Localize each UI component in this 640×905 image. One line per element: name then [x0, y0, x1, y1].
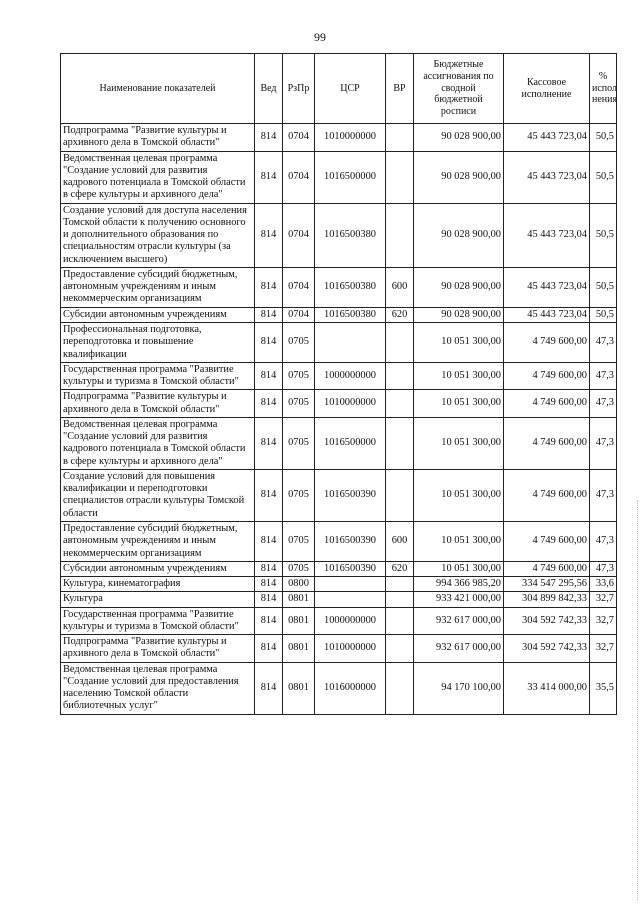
cell-budget: 90 028 900,00	[414, 151, 504, 203]
cell-csr: 1000000000	[315, 362, 386, 390]
cell-pct: 50,5	[590, 203, 617, 267]
cell-csr	[315, 577, 386, 592]
cell-pct: 47,3	[590, 417, 617, 469]
cell-budget: 10 051 300,00	[414, 521, 504, 561]
cell-vr	[386, 322, 414, 362]
cell-cash: 4 749 600,00	[504, 469, 590, 521]
cell-name: Ведомственная целевая программа "Создание условий для развития кадрового потенциала в Томской области в сфере культуры и архивного дела"	[61, 417, 255, 469]
cell-ved: 814	[255, 362, 283, 390]
header-budget: Бюджетные ассигнования по сводной бюджетной росписи	[414, 54, 504, 124]
cell-csr: 1016500390	[315, 561, 386, 576]
cell-rzpr: 0705	[283, 521, 315, 561]
cell-vr	[386, 151, 414, 203]
cell-csr: 1010000000	[315, 390, 386, 418]
cell-csr: 1016500390	[315, 469, 386, 521]
cell-rzpr: 0705	[283, 417, 315, 469]
cell-name: Культура	[61, 592, 255, 607]
cell-pct: 47,3	[590, 362, 617, 390]
table-row	[61, 592, 617, 607]
cell-csr: 1016500380	[315, 307, 386, 322]
cell-vr: 620	[386, 561, 414, 576]
cell-vr	[386, 607, 414, 635]
cell-vr	[386, 417, 414, 469]
cell-name: Субсидии автономным учреждениям	[61, 307, 255, 322]
cell-vr	[386, 203, 414, 267]
cell-ved: 814	[255, 662, 283, 714]
cell-rzpr: 0705	[283, 561, 315, 576]
header-rzpr: РзПр	[283, 54, 315, 124]
cell-pct: 47,3	[590, 390, 617, 418]
cell-ved: 814	[255, 390, 283, 418]
cell-cash: 304 899 842,33	[504, 592, 590, 607]
cell-ved: 814	[255, 577, 283, 592]
cell-vr	[386, 577, 414, 592]
cell-budget: 94 170 100,00	[414, 662, 504, 714]
cell-budget: 10 051 300,00	[414, 390, 504, 418]
header-csr: ЦСР	[315, 54, 386, 124]
header-vr: ВР	[386, 54, 414, 124]
cell-ved: 814	[255, 124, 283, 152]
cell-name: Государственная программа "Развитие культуры и туризма в Томской области"	[61, 362, 255, 390]
cell-cash: 45 443 723,04	[504, 267, 590, 307]
cell-pct: 50,5	[590, 124, 617, 152]
cell-budget: 10 051 300,00	[414, 417, 504, 469]
table-row	[61, 267, 617, 307]
cell-rzpr: 0704	[283, 124, 315, 152]
cell-csr: 1010000000	[315, 124, 386, 152]
cell-cash: 4 749 600,00	[504, 417, 590, 469]
cell-budget: 90 028 900,00	[414, 307, 504, 322]
cell-cash: 4 749 600,00	[504, 561, 590, 576]
table-row	[61, 577, 617, 592]
cell-csr: 1016500380	[315, 267, 386, 307]
cell-rzpr: 0704	[283, 151, 315, 203]
table-row	[61, 124, 617, 152]
table-row	[61, 362, 617, 390]
table-row	[61, 322, 617, 362]
cell-cash: 334 547 295,56	[504, 577, 590, 592]
table-row	[61, 307, 617, 322]
cell-name: Создание условий для повышения квалификации и переподготовки специалистов отрасли культуры Томской области	[61, 469, 255, 521]
cell-rzpr: 0801	[283, 662, 315, 714]
cell-name: Предоставление субсидий бюджетным, автономным учреждениям и иным некоммерческим организациям	[61, 267, 255, 307]
cell-vr: 620	[386, 307, 414, 322]
table-row	[61, 390, 617, 418]
cell-rzpr: 0801	[283, 592, 315, 607]
cell-pct: 50,5	[590, 151, 617, 203]
table-row	[61, 561, 617, 576]
cell-cash: 4 749 600,00	[504, 322, 590, 362]
cell-name: Подпрограмма "Развитие культуры и архивного дела в Томской области"	[61, 124, 255, 152]
cell-budget: 932 617 000,00	[414, 607, 504, 635]
cell-pct: 32,7	[590, 592, 617, 607]
cell-csr: 1016000000	[315, 662, 386, 714]
cell-vr	[386, 362, 414, 390]
cell-name: Профессиональная подготовка, переподготовка и повышение квалификации	[61, 322, 255, 362]
cell-budget: 10 051 300,00	[414, 362, 504, 390]
cell-budget: 90 028 900,00	[414, 267, 504, 307]
cell-csr: 1016500000	[315, 151, 386, 203]
header-pct: % испол нения	[590, 54, 617, 124]
cell-cash: 4 749 600,00	[504, 390, 590, 418]
cell-vr	[386, 662, 414, 714]
cell-budget: 90 028 900,00	[414, 124, 504, 152]
cell-ved: 814	[255, 267, 283, 307]
cell-csr: 1000000000	[315, 607, 386, 635]
cell-cash: 45 443 723,04	[504, 307, 590, 322]
cell-pct: 47,3	[590, 469, 617, 521]
cell-csr	[315, 592, 386, 607]
cell-rzpr: 0704	[283, 267, 315, 307]
table-row	[61, 635, 617, 663]
cell-pct: 47,3	[590, 561, 617, 576]
cell-name: Предоставление субсидий бюджетным, автономным учреждениям и иным некоммерческим организациям	[61, 521, 255, 561]
cell-ved: 814	[255, 521, 283, 561]
cell-csr	[315, 322, 386, 362]
header-cash: Кассовое исполнение	[504, 54, 590, 124]
table-row	[61, 417, 617, 469]
cell-name: Ведомственная целевая программа "Создание условий для предоставления населению Томской области библиотечных услуг"	[61, 662, 255, 714]
table-row	[61, 662, 617, 714]
cell-name: Субсидии автономным учреждениям	[61, 561, 255, 576]
cell-vr	[386, 635, 414, 663]
cell-rzpr: 0705	[283, 469, 315, 521]
cell-budget: 10 051 300,00	[414, 561, 504, 576]
cell-ved: 814	[255, 561, 283, 576]
cell-rzpr: 0800	[283, 577, 315, 592]
cell-name: Подпрограмма "Развитие культуры и архивного дела в Томской области"	[61, 390, 255, 418]
cell-budget: 932 617 000,00	[414, 635, 504, 663]
cell-name: Создание условий для доступа населения Томской области к получению основного и дополнительного образования по специальностям отрасли культуры (за исключением высшего)	[61, 203, 255, 267]
cell-rzpr: 0705	[283, 322, 315, 362]
table-row	[61, 203, 617, 267]
cell-cash: 45 443 723,04	[504, 151, 590, 203]
cell-pct: 32,7	[590, 607, 617, 635]
table-row	[61, 521, 617, 561]
cell-rzpr: 0705	[283, 390, 315, 418]
cell-csr: 1016500000	[315, 417, 386, 469]
table-row	[61, 151, 617, 203]
cell-ved: 814	[255, 203, 283, 267]
cell-csr: 1016500390	[315, 521, 386, 561]
cell-cash: 304 592 742,33	[504, 635, 590, 663]
cell-budget: 10 051 300,00	[414, 469, 504, 521]
cell-ved: 814	[255, 417, 283, 469]
cell-vr	[386, 592, 414, 607]
cell-rzpr: 0801	[283, 635, 315, 663]
header-name: Наименование показателей	[61, 54, 255, 124]
cell-name: Подпрограмма "Развитие культуры и архивного дела в Томской области"	[61, 635, 255, 663]
cell-pct: 50,5	[590, 267, 617, 307]
scan-edge-artifact	[635, 500, 638, 900]
cell-rzpr: 0705	[283, 362, 315, 390]
cell-cash: 4 749 600,00	[504, 521, 590, 561]
cell-name: Культура, кинематография	[61, 577, 255, 592]
cell-ved: 814	[255, 322, 283, 362]
page-number: 99	[314, 30, 326, 44]
table-body	[61, 124, 617, 715]
cell-budget: 10 051 300,00	[414, 322, 504, 362]
cell-pct: 50,5	[590, 307, 617, 322]
cell-name: Ведомственная целевая программа "Создание условий для развития кадрового потенциала в Томской области в сфере культуры и архивного дела"	[61, 151, 255, 203]
cell-cash: 304 592 742,33	[504, 607, 590, 635]
cell-rzpr: 0704	[283, 307, 315, 322]
cell-csr: 1016500380	[315, 203, 386, 267]
budget-table	[60, 53, 617, 715]
table-row	[61, 469, 617, 521]
cell-rzpr: 0801	[283, 607, 315, 635]
cell-pct: 32,7	[590, 635, 617, 663]
cell-cash: 4 749 600,00	[504, 362, 590, 390]
cell-vr: 600	[386, 521, 414, 561]
cell-cash: 45 443 723,04	[504, 124, 590, 152]
cell-budget: 90 028 900,00	[414, 203, 504, 267]
cell-pct: 35,5	[590, 662, 617, 714]
cell-vr	[386, 390, 414, 418]
cell-ved: 814	[255, 592, 283, 607]
cell-vr	[386, 124, 414, 152]
cell-ved: 814	[255, 151, 283, 203]
cell-vr: 600	[386, 267, 414, 307]
header-ved: Вед	[255, 54, 283, 124]
cell-budget: 994 366 985,20	[414, 577, 504, 592]
cell-ved: 814	[255, 635, 283, 663]
cell-ved: 814	[255, 469, 283, 521]
cell-budget: 933 421 000,00	[414, 592, 504, 607]
cell-pct: 33,6	[590, 577, 617, 592]
cell-vr	[386, 469, 414, 521]
cell-csr: 1010000000	[315, 635, 386, 663]
cell-cash: 45 443 723,04	[504, 203, 590, 267]
header-row	[61, 54, 617, 124]
cell-rzpr: 0704	[283, 203, 315, 267]
cell-ved: 814	[255, 607, 283, 635]
table-row	[61, 607, 617, 635]
cell-ved: 814	[255, 307, 283, 322]
cell-pct: 47,3	[590, 521, 617, 561]
cell-cash: 33 414 000,00	[504, 662, 590, 714]
cell-pct: 47,3	[590, 322, 617, 362]
cell-name: Государственная программа "Развитие культуры и туризма в Томской области"	[61, 607, 255, 635]
